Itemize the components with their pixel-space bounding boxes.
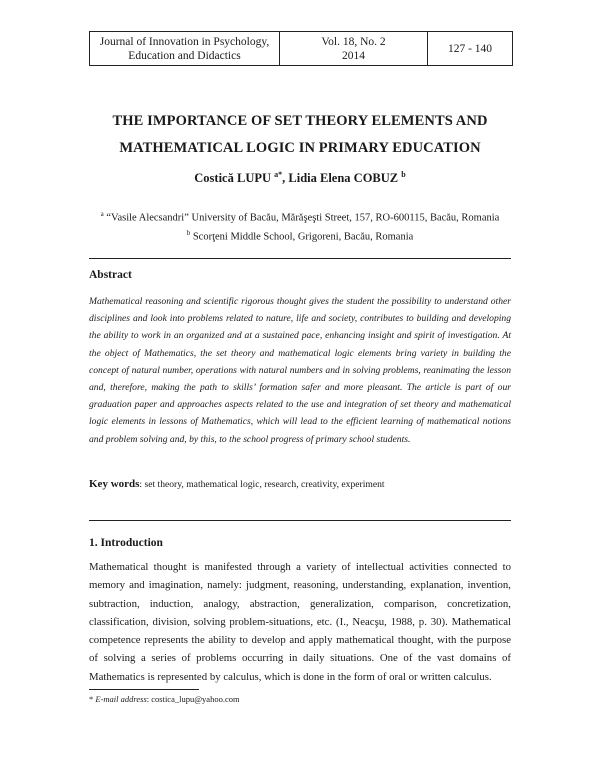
paper-title	[60, 108, 540, 162]
volume-year: 2014	[342, 49, 365, 62]
paper-title-line1: THE IMPORTANCE OF SET THEORY ELEMENTS AND	[112, 113, 488, 129]
abstract-body: Mathematical reasoning and scientific rigorous thought gives the student the possibility to understand other disciplines and look into problems related to nature, life and society, contributes to building and developing the ability to work in an organized and at a sustained pace, enhancing insight and spirit of investigation. At the object of Mathematics, the set theory and mathematical logic elements bring variety in building the concept of natural number, operations with natural numbers and in solving problems, reanimating the lesson and, therefore, making the path to skills’ formation safer and more pleasant. The article is part of our graduation paper and approaches aspects related to the use and integration of set theory and mathematical logic elements in lessons of Mathematics, which will lead to the efficient learning of mathematical notions and problem solving and, by this, to the school progress of primary school students.	[89, 296, 511, 445]
footnote-rule	[89, 689, 199, 690]
author-1-name: Costică LUPU	[194, 171, 272, 186]
affiliation-a-marker: a	[100, 210, 104, 218]
footnote-email: : costica_lupu@yahoo.com	[146, 694, 240, 704]
affiliation-a	[0, 210, 600, 224]
journal-name-line2: Education and Didactics	[128, 49, 241, 62]
keywords-list: : set theory, mathematical logic, research, creativity, experiment	[139, 479, 385, 490]
footnote	[89, 694, 240, 704]
pages-cell	[428, 32, 512, 65]
author-list	[0, 170, 600, 186]
abstract-top-rule	[89, 258, 511, 259]
journal-header-table	[89, 31, 513, 66]
author-2-affiliation-marker: b	[401, 170, 406, 179]
introduction-heading: 1. Introduction	[89, 537, 163, 549]
journal-name-cell	[90, 32, 280, 65]
affiliation-b	[0, 229, 600, 243]
introduction-paragraph: Mathematical thought is manifested through a variety of intellectual activities connected to memory and imagination, namely: judgment, reasoning, understanding, explanation, invention, subtraction, induction, analogy, abstraction, generalization, comparison, concretization, classification, division, solving problem-situations, etc. (I., Neacşu, 1988, p. 30). Mathematical competence represents the ability to develop and apply mathematical thought, with the purpose of solving a series of problems occurring in daily situations. One of the vast domains of Mathematics is represented by calculus, which is done in the form of oral or written calculus.	[89, 561, 511, 683]
keywords-line	[89, 478, 511, 490]
paper-title-line2: MATHEMATICAL LOGIC IN PRIMARY EDUCATION	[119, 140, 481, 156]
abstract-heading: Abstract	[89, 269, 132, 281]
keywords-label: Key words	[89, 478, 140, 490]
footnote-label: E-mail address	[95, 694, 147, 704]
affiliation-b-text: Scorţeni Middle School, Grigoreni, Bacău, Romania	[192, 231, 414, 243]
page-range: 127 - 140	[447, 42, 493, 55]
author-separator: ,	[282, 171, 289, 186]
abstract-bottom-rule	[89, 520, 511, 521]
affiliation-a-text: “Vasile Alecsandri” University of Bacău, Mărăşeşti Street, 157, RO-600115, Bacău, Romania	[106, 212, 500, 224]
footnote-marker: *	[89, 694, 94, 704]
author-2-name: Lidia Elena COBUZ	[288, 171, 399, 186]
author-1-affiliation-marker: a*	[274, 170, 283, 179]
volume-cell	[280, 32, 428, 65]
affiliation-b-marker: b	[186, 229, 191, 237]
journal-name-line1: Journal of Innovation in Psychology,	[99, 35, 270, 48]
volume-number: Vol. 18, No. 2	[321, 35, 386, 48]
